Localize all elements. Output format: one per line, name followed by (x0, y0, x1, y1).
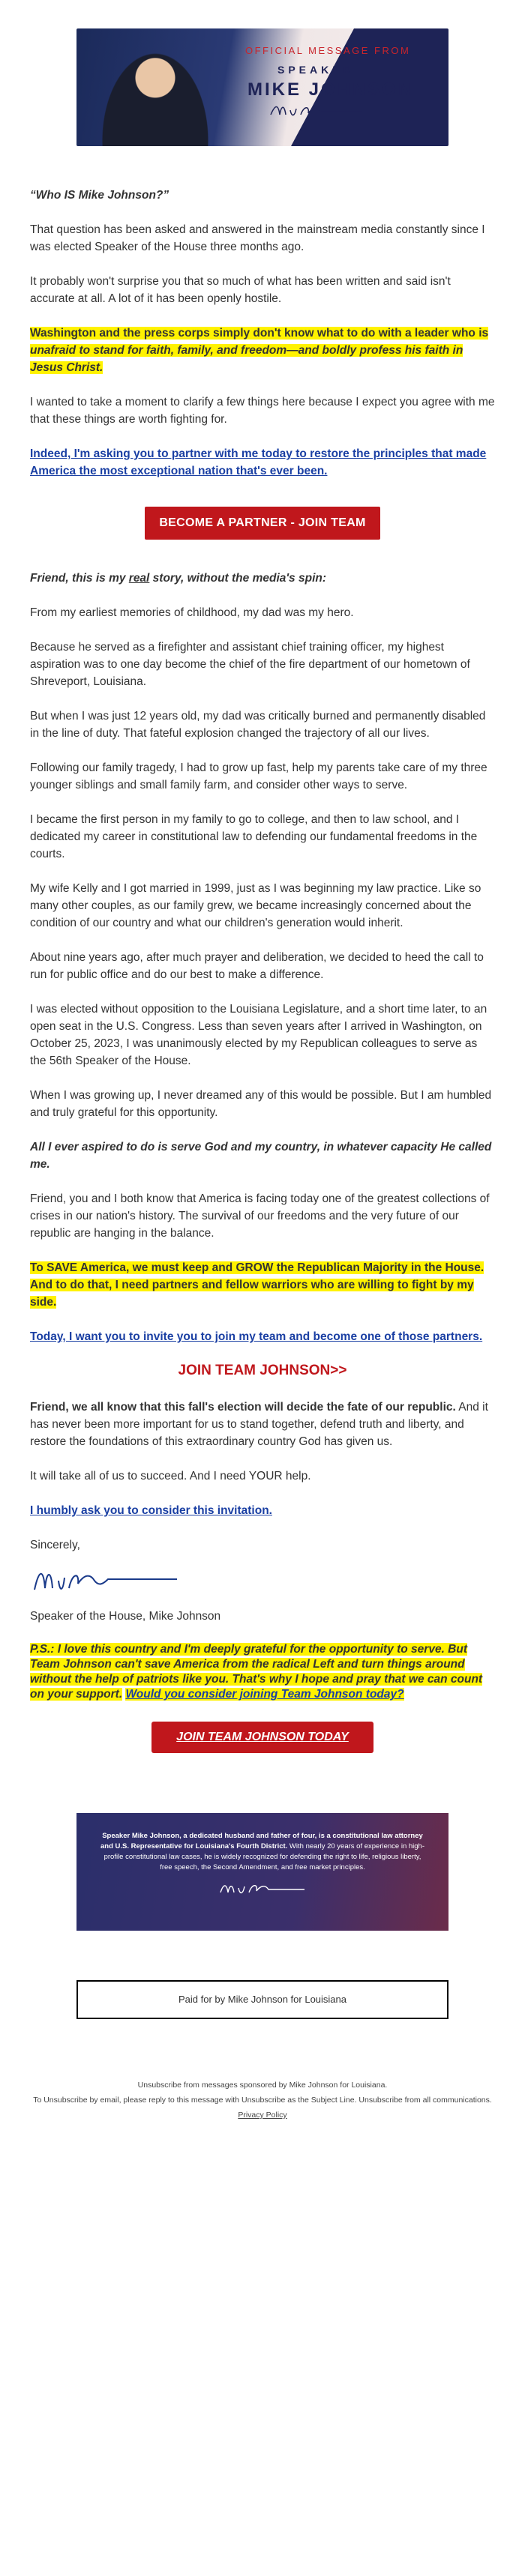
signoff: Speaker of the House, Mike Johnson (30, 1610, 221, 1623)
story-heading (30, 570, 495, 587)
story-heading-a: Friend, this is my (30, 572, 129, 585)
highlight-paragraph-1 (30, 325, 495, 376)
closing-paragraph-1 (30, 1399, 495, 1450)
intro-question: “Who IS Mike Johnson?” (30, 189, 170, 202)
unsubscribe-line-1[interactable]: Unsubscribe from messages sponsored by Mike Johnson for Louisiana. (137, 2081, 388, 2090)
signature-image (30, 1561, 180, 1600)
story-paragraph-4: Following our family tragedy, I had to grow up fast, help my parents take care of my three younger siblings and small family farm, and consider other ways to serve. (30, 761, 488, 791)
partner-link[interactable]: Indeed, I'm asking you to partner with me today to restore the principles that made America the most exceptional nation that's ever been. (30, 447, 487, 477)
story-paragraph-6: My wife Kelly and I got married in 1999, just as I was beginning my law practice. Like so many other couples, as our family grew, we became increasingly concerned about the condition of our country and what our children's generation would inherit. (30, 882, 482, 929)
story-paragraph-7: About nine years ago, after much prayer and deliberation, we decided to heed the call to run for public office and do our best to make a difference. (30, 951, 484, 981)
banner-name: MIKE JOHNSON (248, 79, 414, 100)
ps-text: P.S.: I love this country and I'm deeply grateful for the opportunity to serve. But Team Johnson can't save America from the radical Left and turn things around without the help of patriots like you. That's why I hope and pray that we can count on your support. (30, 1643, 483, 1701)
highlight-text-a: Washington and the press corps simply don't know what to do with a leader who is (30, 327, 489, 340)
bio-banner (76, 1813, 448, 1931)
story-paragraph-10: All I ever aspired to do is serve God and my country, in whatever capacity He called me. (30, 1141, 492, 1171)
speaker-photo (92, 36, 219, 146)
closing-link-paragraph (30, 1502, 495, 1519)
banner-speaker: SPEAKER (278, 64, 355, 76)
sincerely: Sincerely, (30, 1539, 80, 1551)
invitation-link[interactable]: I humbly ask you to consider this invitation. (30, 1504, 272, 1517)
ps-paragraph (30, 1642, 495, 1702)
closing-paragraph-2: It will take all of us to succeed. And I need YOUR help. (30, 1470, 311, 1482)
banner-signature (268, 100, 365, 122)
intro-paragraph-4: I wanted to take a moment to clarify a few things here because I expect you agree with me that these things are worth fighting for. (30, 396, 495, 426)
main-content (30, 187, 495, 1753)
highlight-text-2: To SAVE America, we must keep and GROW the Republican Majority in the House. And to do that, I need partners and fellow warriors who are willing to fight by my side. (30, 1261, 484, 1309)
story-paragraph-1: From my earliest memories of childhood, my dad was my hero. (30, 606, 354, 619)
story-heading-b: story, without the media's spin: (149, 572, 327, 585)
intro-paragraph-1: That question has been asked and answered in the mainstream media constantly since I was elected Speaker of the House three months ago. (30, 223, 485, 253)
story-heading-real: real (128, 572, 150, 585)
question-text: Who IS Mike Johnson? (35, 189, 164, 202)
bio-rest: With nearly 20 years of experience in high-profile constitutional law cases, he is widely recognized for defending the right to life, religious liberty, free speech, the Second Amendment, and free market principles. (104, 1842, 425, 1871)
header-banner (76, 28, 448, 146)
footer (0, 2078, 525, 2123)
story-paragraph-3: But when I was just 12 years old, my dad was critically burned and permanently disabled in the line of duty. That fateful explosion changed the trajectory of all our lives. (30, 710, 486, 740)
intro-link-paragraph (30, 445, 495, 480)
story-link-paragraph (30, 1328, 495, 1345)
closing-rest: And it has never been more important for us to stand together, defend truth and liberty, and restore the foundations of this extraordinary country God has given us. (30, 1401, 488, 1448)
story-paragraph-2: Because he served as a firefighter and assistant chief training officer, my highest aspiration was to one day become the chief of the fire department of our hometown of Shreveport, Louisiana. (30, 641, 470, 688)
paid-for-box: Paid for by Mike Johnson for Louisiana (76, 1980, 448, 2019)
bio-bold: Speaker Mike Johnson, a dedicated husband and father of four, is a constitutional law attorney and U.S. Representative for Louisiana's Fourth District. (100, 1832, 423, 1850)
story-paragraph-8: I was elected without opposition to the Louisiana Legislature, and a short time later, to an open seat in the U.S. Congress. Less than seven years after I arrived in Washington, on October 25, 2023, I was unanimously elected by my Republican colleagues to serve as the 56th Speaker of the House. (30, 1003, 488, 1067)
highlight-text-b: unafraid to stand for faith, family, and freedom—and boldly profess his faith in Jesus Christ. (30, 344, 464, 374)
intro-paragraph-2: It probably won't surprise you that so much of what has been written and said isn't accurate at all. A lot of it has been openly hostile. (30, 275, 451, 305)
ps-link[interactable]: Would you consider joining Team Johnson today? (125, 1688, 404, 1701)
join-team-today-button[interactable]: JOIN TEAM JOHNSON TODAY (152, 1722, 374, 1753)
become-partner-button[interactable]: BECOME A PARTNER - JOIN TEAM JOHNSON (145, 507, 380, 540)
highlight-paragraph-2 (30, 1259, 495, 1311)
email-body (0, 28, 525, 2130)
story-paragraph-5: I became the first person in my family to go to college, and then to law school, and I dedicated my career in constitutional law to defending our fundamental freedoms in the courts. (30, 813, 478, 860)
closing-bold: Friend, we all know that this fall's election will decide the fate of our republic. (30, 1401, 456, 1414)
story-paragraph-11: Friend, you and I both know that America is facing today one of the greatest collections of crises in our nation's history. The survival of our freedoms and the very future of our republic are hanging in the balance. (30, 1192, 490, 1240)
join-team-link[interactable]: Today, I want you to invite you to join my team and become one of those partners. (30, 1330, 483, 1343)
privacy-policy-link[interactable]: Privacy Policy (238, 2111, 287, 2120)
unsubscribe-line-2[interactable]: To Unsubscribe by email, please reply to this message with Unsubscribe as the Subject Line. Unsubscribe from all communications. (33, 2096, 492, 2105)
banner-pretitle: OFFICIAL MESSAGE FROM (245, 45, 411, 56)
bio-text (99, 1831, 426, 1873)
join-team-text-link[interactable]: JOIN TEAM JOHNSON>> (178, 1363, 347, 1378)
story-paragraph-9: When I was growing up, I never dreamed any of this would be possible. But I am humbled and truly grateful for this opportunity. (30, 1089, 492, 1119)
bio-signature (218, 1879, 308, 1898)
